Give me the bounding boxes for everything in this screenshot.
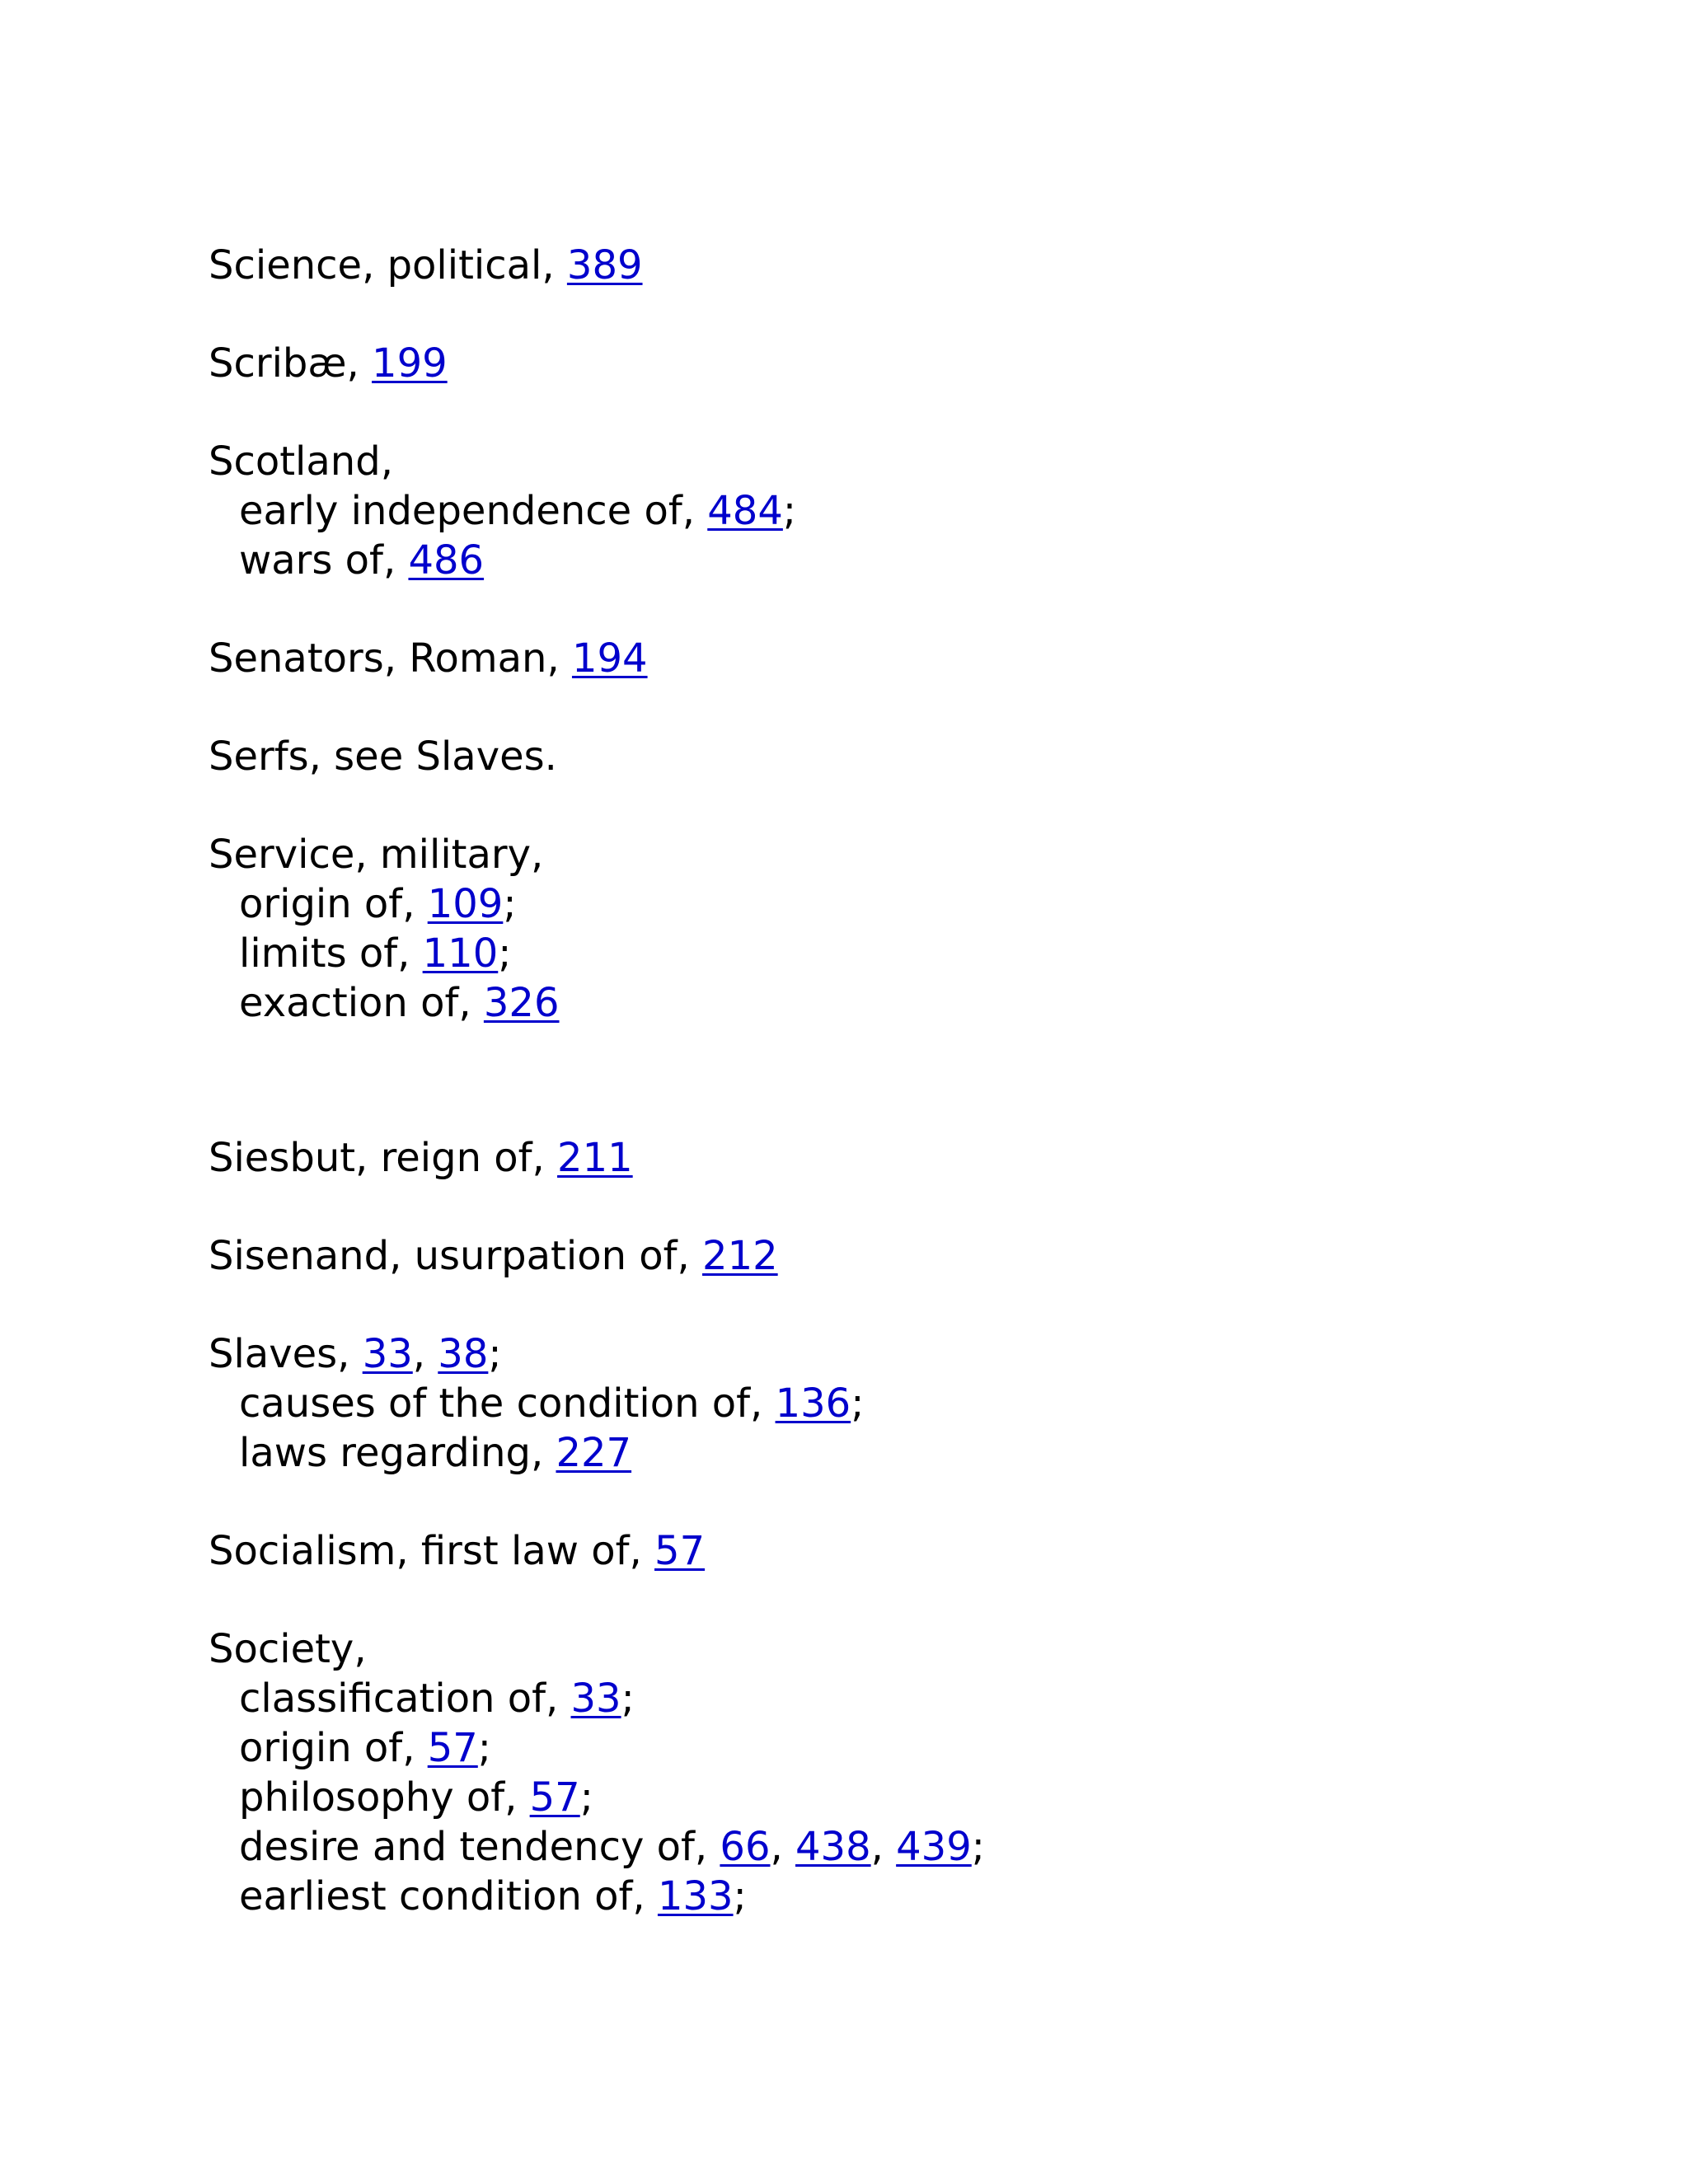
entry-text: Serfs, see Slaves. xyxy=(209,733,557,780)
page-reference-link[interactable]: 438 xyxy=(795,1824,871,1870)
page-reference-link[interactable]: 57 xyxy=(654,1528,706,1574)
entry-text: origin of, xyxy=(239,881,428,927)
entry-terminator: ; xyxy=(579,1774,593,1821)
index-subentry xyxy=(209,536,1527,585)
page-reference-link[interactable]: 484 xyxy=(707,488,783,534)
page-reference-link[interactable]: 212 xyxy=(702,1233,778,1279)
entry-terminator: ; xyxy=(733,1873,747,1919)
entry-text: Siesbut, reign of, xyxy=(209,1135,558,1181)
page-reference-link[interactable]: 194 xyxy=(571,635,648,682)
ref-separator: , xyxy=(870,1824,897,1870)
entry-text: Scribæ, xyxy=(209,340,373,387)
entry-terminator: ; xyxy=(971,1824,985,1870)
entry-terminator: ; xyxy=(498,930,512,977)
page-reference-link[interactable]: 109 xyxy=(427,881,504,927)
index-heading xyxy=(209,1133,1527,1183)
index-heading xyxy=(209,339,1527,388)
index-subentry xyxy=(209,929,1527,978)
page-reference-link[interactable]: 38 xyxy=(438,1331,489,1377)
index-subentry xyxy=(209,978,1527,1028)
entry-text: wars of, xyxy=(239,537,409,583)
index-heading xyxy=(209,1329,1527,1379)
index-subentry xyxy=(209,1379,1527,1428)
index-entry xyxy=(209,339,1527,388)
entry-text: earliest condition of, xyxy=(239,1873,658,1919)
index-heading xyxy=(209,1526,1527,1576)
index-heading xyxy=(209,1624,1527,1674)
index-entry xyxy=(209,1231,1527,1281)
page-reference-link[interactable]: 33 xyxy=(362,1331,413,1377)
entry-text: Scotland, xyxy=(209,438,393,485)
entry-terminator: ; xyxy=(488,1331,502,1377)
index-entry xyxy=(209,732,1527,781)
index-subentry xyxy=(209,1822,1527,1872)
index-entry xyxy=(209,241,1527,290)
entry-text: Science, political, xyxy=(209,242,567,288)
entry-terminator: ; xyxy=(851,1380,865,1427)
page-reference-link[interactable]: 33 xyxy=(570,1675,621,1722)
entry-text: laws regarding, xyxy=(239,1430,556,1476)
page-reference-link[interactable]: 199 xyxy=(372,340,448,387)
page-reference-link[interactable]: 57 xyxy=(529,1774,580,1821)
index-heading xyxy=(209,241,1527,290)
entry-text: Service, military, xyxy=(209,832,544,878)
entry-text: origin of, xyxy=(239,1725,428,1771)
ref-separator: , xyxy=(412,1331,438,1377)
entry-text: philosophy of, xyxy=(239,1774,530,1821)
page-reference-link[interactable]: 227 xyxy=(556,1430,632,1476)
page-reference-link[interactable]: 66 xyxy=(720,1824,771,1870)
entry-terminator: ; xyxy=(621,1675,635,1722)
index-subentry xyxy=(209,1773,1527,1822)
entry-text: classification of, xyxy=(239,1675,571,1722)
index-entry xyxy=(209,1624,1527,1921)
page-reference-link[interactable]: 57 xyxy=(427,1725,478,1771)
entry-text: Society, xyxy=(209,1626,367,1672)
entry-terminator: ; xyxy=(782,488,797,534)
index-entry xyxy=(209,437,1527,585)
page-reference-link[interactable]: 486 xyxy=(408,537,485,583)
page-reference-link[interactable]: 136 xyxy=(775,1380,851,1427)
index-heading xyxy=(209,732,1527,781)
entry-text: exaction of, xyxy=(239,980,484,1026)
index-subentry xyxy=(209,1674,1527,1723)
ref-separator: , xyxy=(770,1824,795,1870)
index-entry xyxy=(209,1329,1527,1478)
page-reference-link[interactable]: 110 xyxy=(422,930,499,977)
index-subentry xyxy=(209,486,1527,536)
index-list xyxy=(209,241,1527,1970)
page-reference-link[interactable]: 389 xyxy=(566,242,643,288)
entry-text: Slaves, xyxy=(209,1331,363,1377)
page-reference-link[interactable]: 211 xyxy=(557,1135,633,1181)
page-reference-link[interactable]: 326 xyxy=(483,980,560,1026)
index-entry xyxy=(209,830,1527,1028)
page-reference-link[interactable]: 133 xyxy=(657,1873,734,1919)
page-reference-link[interactable]: 439 xyxy=(896,1824,972,1870)
index-heading xyxy=(209,1231,1527,1281)
index-subentry xyxy=(209,1723,1527,1773)
index-heading xyxy=(209,437,1527,486)
entry-text: Sisenand, usurpation of, xyxy=(209,1233,703,1279)
index-subentry xyxy=(209,879,1527,929)
entry-terminator: ; xyxy=(503,881,517,927)
entry-text: Socialism, first law of, xyxy=(209,1528,655,1574)
entry-text: causes of the condition of, xyxy=(239,1380,776,1427)
entry-text: limits of, xyxy=(239,930,423,977)
index-entry xyxy=(209,634,1527,683)
index-entry xyxy=(209,1133,1527,1183)
entry-text: Senators, Roman, xyxy=(209,635,572,682)
index-subentry xyxy=(209,1428,1527,1478)
entry-text: early independence of, xyxy=(239,488,708,534)
index-subentry xyxy=(209,1872,1527,1921)
index-entry xyxy=(209,1526,1527,1576)
entry-terminator: ; xyxy=(477,1725,491,1771)
index-heading xyxy=(209,830,1527,879)
index-heading xyxy=(209,634,1527,683)
entry-text: desire and tendency of, xyxy=(239,1824,720,1870)
